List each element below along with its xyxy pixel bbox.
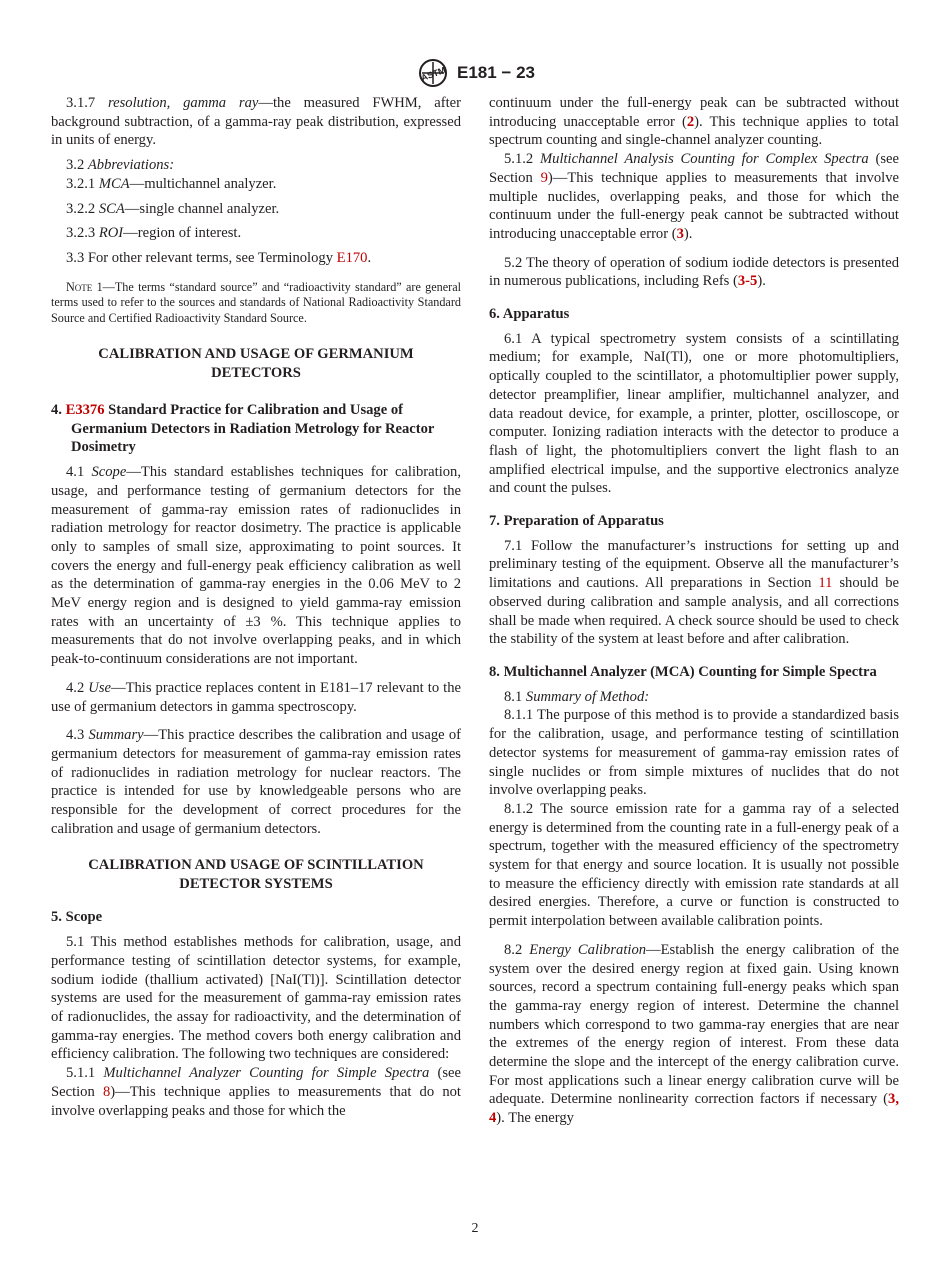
document-code: E181 − 23: [457, 63, 535, 82]
note-1: Note 1—The terms “standard source” and “radioactivity standard” are general terms used to refer to the sources and standards of National Radioactivity Standard Source and Certified Radioactivity Standard Source.: [51, 279, 461, 326]
para-8-1-2: 8.1.2 The source emission rate for a gamma ray of a selected energy is determined from the counting rate in a full-energy peak of a spectrum, together with the measured efficiency of the spectrometry system for that energy and source location. It is usually not possible to measure the efficiency directly with emission rate standards at all desired energies. Therefore, a curve or function is constructed to permit interpolation between available calibration points.: [489, 800, 899, 930]
heading-8: 8. Multichannel Analyzer (MCA) Counting for Simple Spectra: [489, 663, 877, 680]
para-4-3: 4.3 Summary—This practice describes the calibration and usage of germanium detectors for measurement of gamma-ray emission rates of radionuclides in radiation metrology for nuclear reactors. The practice is intended for use by knowledgeable persons who are responsible for the development of correct procedures for the calibration and usage of germanium detectors.: [51, 727, 461, 837]
para-8-1-1: 8.1.1 The purpose of this method is to provide a standardized basis for the calibration, usage, and performance testing of scintillation detector systems for measurement of gamma-ray emission rates of single nuclides or from simple mixtures of nuclides that do not involve overlapping peaks.: [489, 707, 899, 799]
ref-2[interactable]: 2: [686, 113, 695, 130]
link-e170[interactable]: E170: [336, 249, 368, 266]
heading-4: 4. E3376 Standard Practice for Calibration and Usage of Germanium Detectors in Radiation Metrology for Reactor Dosimetry: [51, 402, 435, 456]
para-5-1-1: 5.1.1 Multichannel Analyzer Counting for Simple Spectra (see Section 8)—This technique applies to measurements that do not involve overlapping peaks and those for which the: [51, 1065, 461, 1119]
astm-logo: [415, 58, 451, 88]
link-e3376[interactable]: E3376: [65, 402, 105, 419]
ref-3-5[interactable]: 3-5: [737, 273, 758, 290]
ref-3b[interactable]: 3: [888, 1091, 896, 1108]
para-5-1-1-cont: continuum under the full-energy peak can be subtracted without introducing unacceptable error (2). This technique applies to total spectrum counting and single-channel analyzer counting.: [489, 95, 899, 149]
para-4-2: 4.2 Use—This practice replaces content in E181–17 relevant to the use of germanium detectors in gamma spectroscopy.: [51, 679, 461, 715]
link-section-11[interactable]: 11: [818, 575, 833, 592]
left-column: [51, 94, 461, 1120]
para-3-2-3: 3.2.3 ROI—region of interest.: [66, 225, 242, 242]
page-number: 2: [471, 1221, 479, 1236]
para-3-2: 3.2 Abbreviations:: [66, 157, 175, 174]
para-7-1: 7.1 Follow the manufacturer’s instructions for setting up and preliminary testing of the equipment. Observe all the manufacturer’s limitations and cautions. All preparations in Section 11 should be observed during calibration and sample analysis, and all corrections shall be made when required. A check source should be used to check the stability of the system at least before and after calibration.: [489, 537, 900, 648]
ref-4[interactable]: 4: [489, 1110, 497, 1127]
link-section-9[interactable]: 9: [540, 169, 548, 186]
para-5-1: 5.1 This method establishes methods for calibration, usage, and performance testing of scintillation detector systems, for example, sodium iodide (thallium activated) [NaI(Tl)]. Scintillation detector systems are used for the measurement of gamma-ray emission rates of radionuclides, the assay for radioactivity, and the determination of gamma-ray energies. The method covers both energy calibration and efficiency calibration. The following two techniques are considered:: [51, 934, 461, 1063]
para-8-1: 8.1 Summary of Method:: [504, 688, 650, 705]
para-5-1-2: 5.1.2 Multichannel Analysis Counting for Complex Spectra (see Section 9)—This technique applies to measurements that involve multiple nuclides, overlapping peaks, and those for which the continuum under the full-energy peak cannot be subtracted without introducing unacceptable error (3).: [489, 151, 899, 242]
section-heading-germanium: CALIBRATION AND USAGE OF GERMANIUM DETECTORS: [98, 346, 414, 382]
heading-5: 5. Scope: [51, 909, 103, 926]
para-6-1: 6.1 A typical spectrometry system consists of a scintillating medium; for example, NaI(Tl), one or more photomultipliers, optically coupled to the scintillator, a photomultiplier power supply, detector preamplifier, linear amplifier, multichannel analyzer, and data readout device, for example, a printer, plotter, oscilloscope, or computer. Ionizing radiation interacts with the detector to produce a flash of light, the photomultipliers convert the light flash to an amplified electrical impulse, and the supportive electronics analyze and count the pulses.: [489, 330, 899, 497]
page-header: [0, 58, 950, 88]
para-8-2: 8.2 Energy Calibration—Establish the energy calibration of the system over the desired energy region at fixed gain. Using known sources, record a spectrum containing full-energy peaks which span the gamma-ray energy region of interest. Determine the channel numbers which correspond to two gamma-ray energies that are near the extremes of the energy region of interest. From these data determine the slope and the intercept of the energy calibration curve. For most applications such a linear energy calibration curve will be adequate. Determine nonlinearity correction factors if necessary (3, 4). The energy: [489, 941, 899, 1127]
ref-3[interactable]: 3: [676, 225, 684, 242]
heading-7: 7. Preparation of Apparatus: [489, 513, 664, 530]
right-column: [489, 94, 899, 1128]
para-3-1-7: 3.1.7 resolution, gamma ray—the measured FWHM, after background subtraction, of a gamma-ray peak distribution, expressed in units of energy.: [51, 95, 461, 149]
para-3-3: 3.3 For other relevant terms, see Terminology E170.: [66, 249, 372, 266]
para-5-2: 5.2 The theory of operation of sodium iodide detectors is presented in numerous publications, including Refs (3-5).: [489, 254, 899, 290]
para-4-1: 4.1 Scope—This standard establishes techniques for calibration, usage, and performance testing of germanium detectors for the measurement of gamma-ray emission rates of radionuclides in radiation metrology for reactor dosimetry. The practice is applicable only to samples of small size, approximating to point sources. It covers the energy and full-energy peak efficiency calibration as well as the determination of gamma-ray energies in the 0.06 MeV to 2 MeV energy region and is designed to yield gamma-ray emission rates with an uncertainty of ±3 %. This technique applies to measurements that do not involve overlapping peaks, and in which peak-to-continuum considerations are not important.: [51, 464, 461, 668]
heading-6: 6. Apparatus: [489, 306, 570, 323]
svg-text:ASTM: ASTM: [419, 64, 448, 83]
para-3-2-1: 3.2.1 MCA—multichannel analyzer.: [66, 175, 277, 192]
link-section-8[interactable]: 8: [102, 1083, 111, 1100]
section-heading-scintillation: CALIBRATION AND USAGE OF SCINTILLATION DETECTOR SYSTEMS: [88, 857, 424, 893]
para-3-2-2: 3.2.2 SCA—single channel analyzer.: [66, 200, 280, 217]
